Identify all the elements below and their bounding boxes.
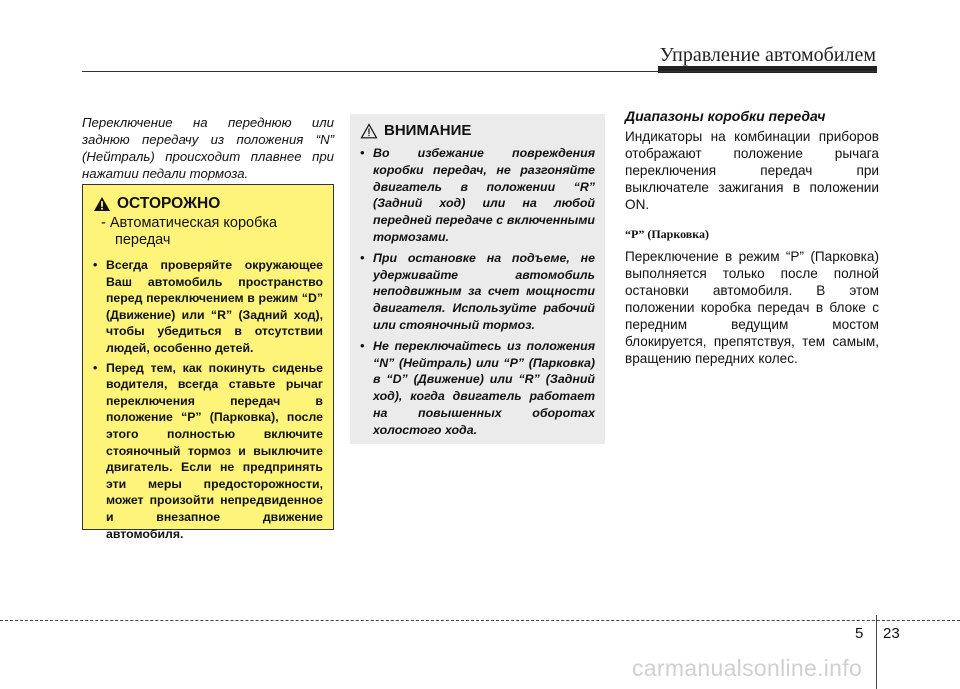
subheading-park: “P” (Парковка)	[625, 227, 709, 241]
header-rule	[82, 71, 877, 72]
caution-list-item: • Во избежание повреждения коробки передач, не разгоняйте двигатель в положении “R” (Задний ход) или на любой передней передаче с включенными тормозами.	[360, 146, 595, 244]
intro-paragraph: Переключение на переднюю или заднюю передачу из положения “N” (Нейтраль) происходит плавнее при нажатии педали тормоза.	[82, 115, 334, 181]
warning-list	[93, 257, 323, 542]
paragraph-park: Переключение в режим “P” (Парковка) выполняется только после полной остановки автомобиля. В этом положении коробка передач в блоке с передним ведущим мостом блокируется, препятствуя, тем самым, вращению передних колес.	[625, 249, 879, 366]
bullet: •	[93, 258, 98, 272]
caution-triangle-icon	[360, 123, 378, 139]
section-title: Диапазоны коробки передач	[625, 108, 826, 124]
paragraph-indicators: Индикаторы на комбинации приборов отображают положение рычага переключения передач при выключателе зажигания в положении ON.	[625, 129, 879, 212]
bullet: •	[93, 360, 98, 375]
warning-box	[82, 184, 334, 541]
warning-list-item: • Всегда проверяйте окружающее Ваш автомобиль пространство перед переключением в режим “D” (Движение) или “R” (Задний ход), чтобы убедиться в отсутствии людей, особенно детей.	[93, 258, 323, 355]
warning-triangle-icon	[93, 196, 111, 212]
warning-list-item: • Перед тем, как покинуть сиденье водителя, всегда ставьте рычаг переключения передач в положение “P” (Парковка), после этого полностью включите стояночный тормоз и выключите двигатель. Если не предпринять эти меры предосторожности, может произойти непредвиденное и внезапное движение автомобиля.	[93, 360, 323, 541]
bullet: •	[360, 146, 365, 160]
right-column	[625, 108, 879, 367]
bullet: •	[360, 338, 365, 353]
caution-box-header	[360, 122, 595, 139]
warning-box-subtitle: - Автоматическая коробка передач	[101, 215, 278, 248]
warning-box-header	[93, 195, 323, 213]
bullet: •	[360, 250, 365, 265]
caution-list-item: • При остановке на подъеме, не удерживайте автомобиль неподвижным за счет мощности двигателя. Используйте рабочий или стояночный тормоз.	[360, 250, 595, 332]
caution-box-title: ВНИМАНИЕ	[384, 122, 472, 139]
warning-box-title: ОСТОРОЖНО	[117, 195, 221, 212]
footer-divider	[876, 615, 877, 689]
caution-list-item: • Не переключайтесь из положения “N” (Нейтраль) или “P” (Парковка) в “D” (Движение) или “R” (Задний ход), когда двигатель работает на повышенных оборотах холостого хода.	[360, 338, 595, 437]
footer-dashed-line	[0, 620, 960, 621]
caution-list	[360, 145, 595, 439]
watermark: carmanualsonline.info	[632, 655, 863, 681]
chapter-number: 5	[855, 625, 864, 642]
page-number: 23	[883, 625, 900, 642]
caution-box	[350, 114, 605, 444]
running-header-title: Управление автомобилем	[659, 44, 876, 66]
